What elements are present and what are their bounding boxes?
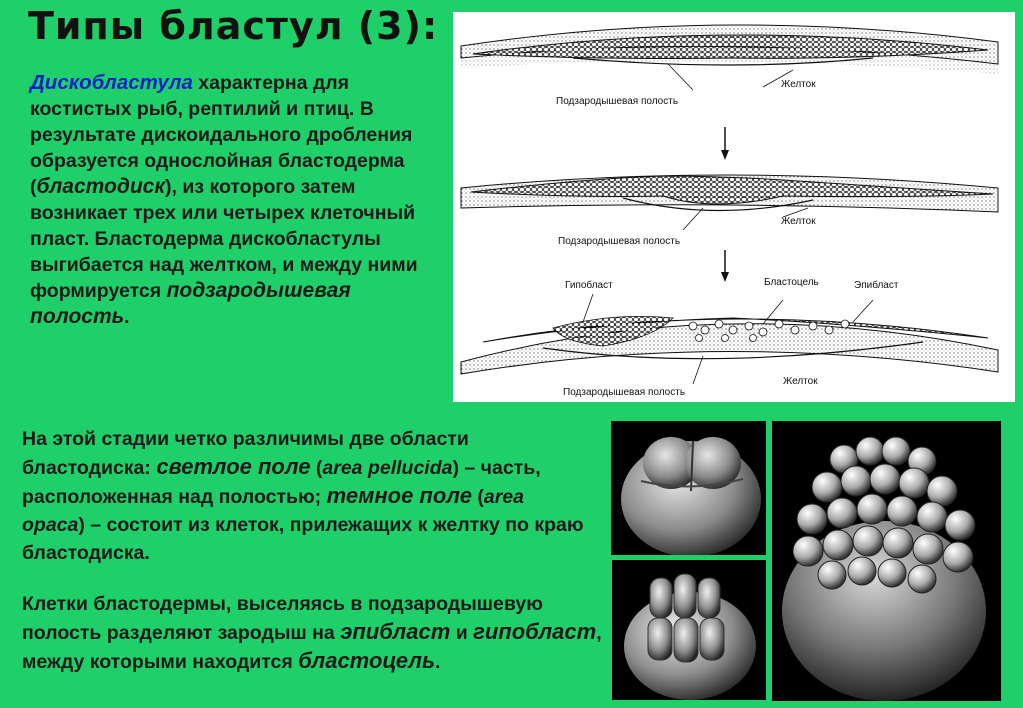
layers-paragraph — [22, 590, 602, 676]
term-blastocoel: бластоцель — [298, 648, 436, 673]
arrow-down-icon — [721, 127, 729, 160]
stage3-hypoblast-label: Гипобласт — [565, 280, 613, 291]
diagram-stage-2 — [461, 175, 998, 247]
term-dark-field: темное поле — [326, 483, 472, 508]
para3-text-2: и — [450, 622, 474, 644]
embryo-photo-blastodisc — [772, 421, 1001, 701]
para3-text-1: Клетки бластодермы, выселяясь в подзародышевую полость разделяют зародыш на — [22, 593, 543, 644]
stage1-yolk-label: Желток — [781, 79, 816, 90]
term-light-field: светлое поле — [156, 454, 311, 479]
stage3-yolk-label: Желток — [783, 376, 818, 387]
embryo-photo-4-cell — [611, 421, 766, 555]
intro-paragraph — [30, 70, 440, 330]
para3-text-4: . — [435, 651, 441, 673]
term-hypoblast: гипобласт — [473, 619, 597, 644]
stage1-cavity-label: Подзародышевая полость — [556, 96, 679, 107]
para2-text-2: ( — [310, 457, 323, 479]
stage2-cavity-label: Подзародышевая полость — [558, 236, 681, 247]
term-subgerminal-cavity: подзародышевая полость — [30, 279, 351, 328]
stage2-yolk-label: Желток — [781, 216, 816, 227]
blastula-diagram — [453, 12, 1015, 402]
intro-text-2: ), из которого затем возникает трех или четырех клеточный пласт. Бластодерма дискобластулы выгибается над желтком, и между ними формируется — [30, 176, 418, 302]
para2-text-4: ( — [471, 486, 484, 508]
para2-text-1: На этой стадии четко различимы две области бластодиска: — [22, 428, 469, 479]
para2-text-3: ) – часть, расположенная над полостью; — [22, 457, 541, 508]
term-epiblast: эпибласт — [340, 619, 451, 644]
fields-paragraph — [22, 425, 592, 567]
term-discoblastula: Дискобластула — [30, 71, 193, 94]
stage3-epiblast-label: Эпибласт — [854, 280, 899, 291]
intro-text-1: характерна для костистых рыб, рептилий и птиц. В результате дискоидального дробления образуется однослойная бластодерма ( — [30, 72, 413, 198]
arrow-down-icon — [721, 250, 729, 282]
diagram-stage-1 — [461, 25, 998, 107]
para2-text-5: ) – состоит из клеток, прилежащих к желтку по краю бластодиска. — [22, 514, 584, 564]
term-blastodisc: бластодиск — [36, 175, 166, 198]
diagram-stage-3 — [461, 277, 998, 398]
page-title: Типы бластул (3): — [28, 4, 439, 48]
para3-text-3: , между которыми находится — [22, 622, 602, 673]
latin-area-pellucida: area pellucida — [322, 457, 453, 479]
latin-area-opaca: area opaca — [22, 486, 524, 536]
embryo-photo-8-cell — [612, 560, 766, 700]
stage3-cavity-label: Подзародышевая полость — [563, 387, 686, 398]
intro-text-3: . — [124, 306, 130, 328]
stage3-blastocoel-label: Бластоцель — [764, 277, 819, 288]
